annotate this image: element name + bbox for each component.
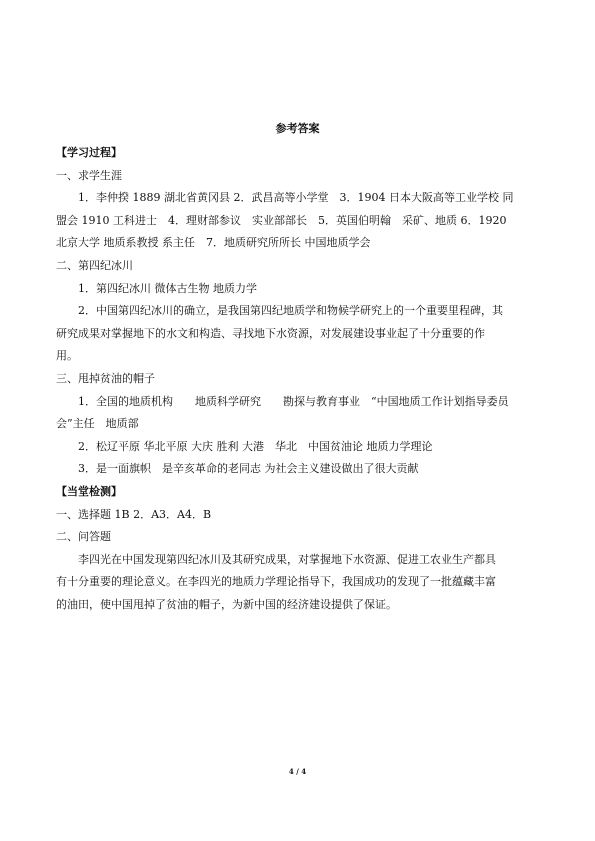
text-line: 会”主任 地质部 <box>56 417 139 431</box>
text-line: 3．是一面旗帜 是辛亥革命的老同志 为社会主义建设做出了很大贡献 <box>78 462 419 476</box>
page-title: 参考答案 <box>275 122 320 135</box>
section-heading: 【学习过程】 <box>56 146 122 159</box>
text-line: 2．松辽平原 华北平原 大庆 胜利 大港 华北 中国贫油论 地质力学理论 <box>78 439 433 453</box>
text-line: 盟会 1910 工科进士 4．理财部参议 实业部部长 5．英国伯明翰 采矿、地质 6．1920 <box>56 213 507 227</box>
text-line: 二、问答题 <box>56 530 111 544</box>
text-line: 二、第四纪冰川 <box>56 258 133 272</box>
text-line: 2．中国第四纪冰川的确立，是我国第四纪地质学和物候学研究上的一个重要里程碑，其 <box>78 304 503 318</box>
text-line: 用。 <box>56 349 78 363</box>
text-line: 北京大学 地质系教授 系主任 7．地质研究所所长 中国地质学会 <box>56 236 371 250</box>
text-line: 研究成果对掌握地下的水文和构造、寻找地下水资源，对发展建设事业起了十分重要的作 <box>56 326 485 340</box>
page-number: 4 / 4 <box>288 767 307 776</box>
text-line: 1．李仲揆 1889 湖北省黄冈县 2．武昌高等小学堂 3．1904 日本大阪高等工业学校 同 <box>78 191 514 205</box>
text-line: 一、选择题 1B 2．A3．A4．B <box>56 507 212 521</box>
text-line: 有十分重要的理论意义。在李四光的地质力学理论指导下，我国成功的发现了一批蕴藏丰富 <box>56 575 496 589</box>
text-line: 1．第四纪冰川 微体古生物 地质力学 <box>78 281 257 295</box>
text-line: 三、甩掉贫油的帽子 <box>56 371 155 385</box>
text-line: 一、求学生涯 <box>56 168 122 182</box>
section-heading: 【当堂检测】 <box>56 484 122 498</box>
text-line: 1．全国的地质机构 地质科学研究 勘探与教育事业 “中国地质工作计划指导委员 <box>78 394 509 408</box>
answer-content <box>56 142 544 616</box>
text-line: 李四光在中国发现第四纪冰川及其研究成果，对掌握地下水资源、促进工农业生产都具 <box>78 552 496 566</box>
text-line: 的油田，使中国甩掉了贫油的帽子，为新中国的经济建设提供了保证。 <box>56 597 397 611</box>
